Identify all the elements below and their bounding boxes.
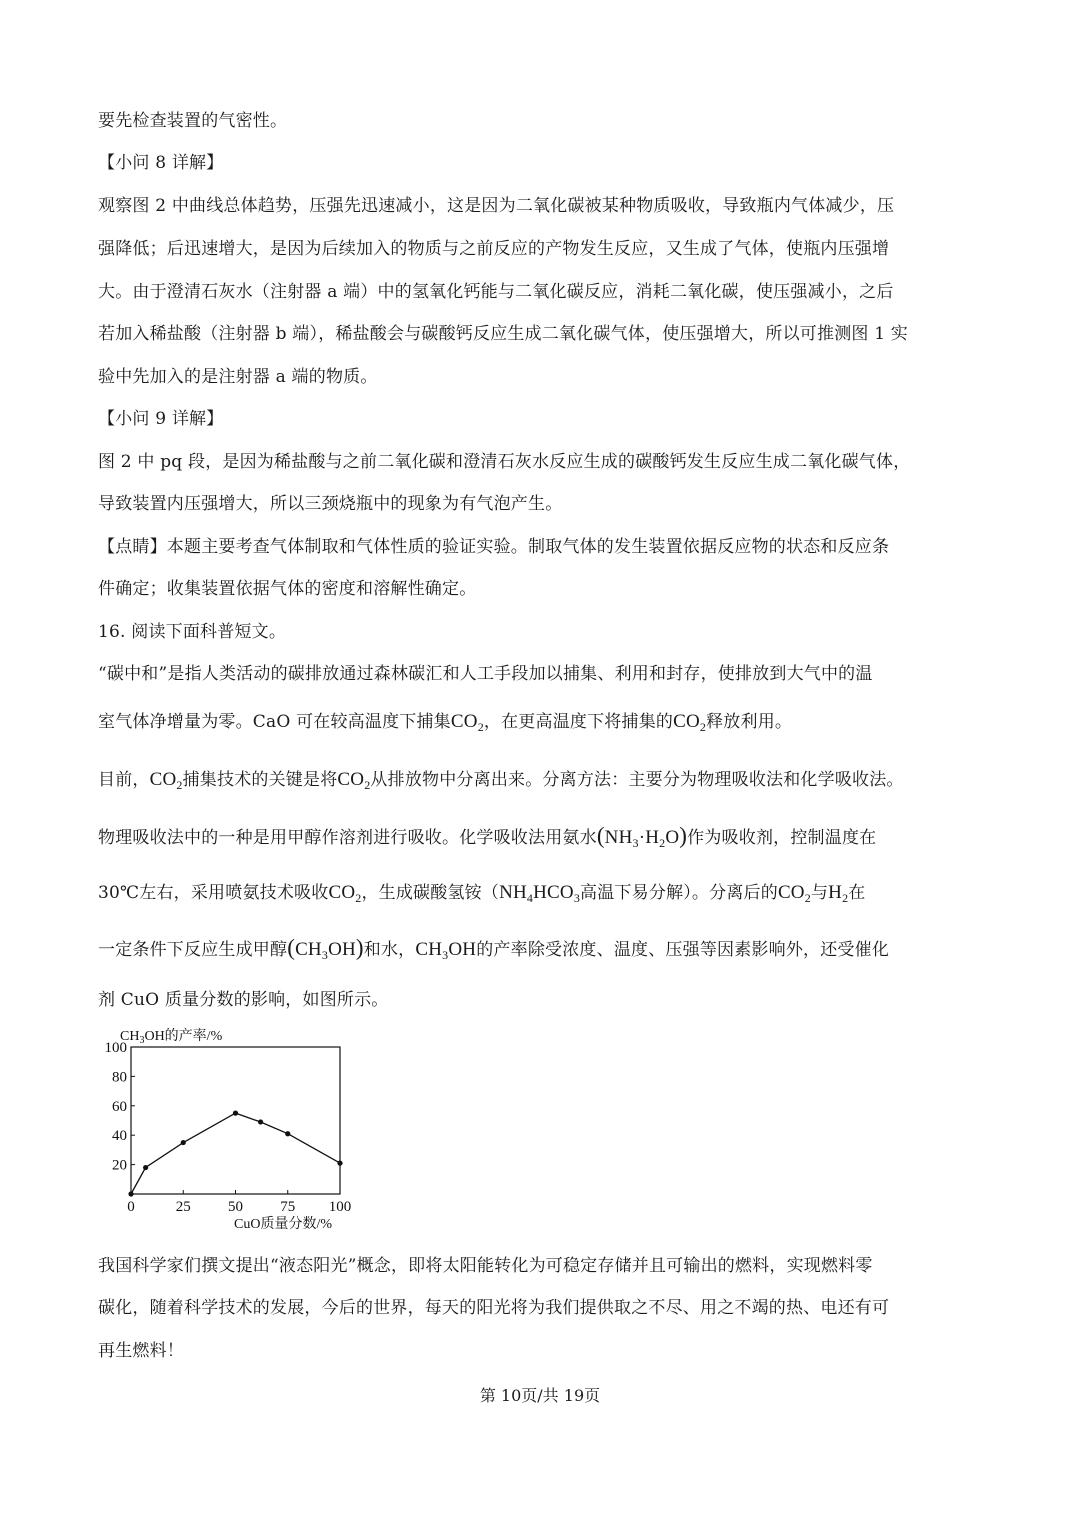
formula-methanol: $(CH_3OH)$: [287, 935, 364, 962]
text-line: 强降低；后迅速增大，是因为后续加入的物质与之前反应的产物发生反应，又生成了气体，使瓶内压强增: [98, 239, 890, 259]
x-tick-label: 25: [175, 1199, 191, 1215]
data-point: [233, 1111, 238, 1116]
plot-frame: [131, 1047, 340, 1194]
formula-methanol: $CH_3OH$: [415, 939, 477, 962]
text-line: 导致装置内压强增大，所以三颈烧瓶中的现象为有气泡产生。: [98, 494, 563, 514]
text-line: 图 2 中 pq 段，是因为稀盐酸与之前二氧化碳和澄清石灰水反应生成的碳酸钙发生反应生成二氧化碳气体，: [98, 452, 911, 472]
data-point: [143, 1165, 148, 1170]
section-heading: 【小问 8 详解】: [98, 153, 224, 173]
methanol-yield-chart: [96, 1020, 386, 1235]
text-span: ，在更高温度下将捕集的: [483, 712, 674, 732]
text-span: 捕集技术的关键是将: [182, 770, 338, 790]
y-tick-label: 20: [112, 1157, 127, 1174]
text-span: 在: [848, 883, 866, 903]
text-span: 作为吸收剂，控制温度在: [687, 828, 877, 848]
formula-co2: $CO_2$: [337, 769, 371, 792]
section-heading: 【小问 9 详解】: [98, 409, 224, 429]
text-span: 室气体净增量为零。CaO 可在较高温度下捕集: [98, 712, 451, 732]
text-line: 件确定；收集装置依据气体的密度和溶解性确定。: [98, 579, 477, 599]
text-line: 我国科学家们撰文提出“液态阳光”概念，即将太阳能转化为可稳定存储并且可输出的燃料，实现燃料零: [98, 1256, 873, 1276]
text-span: 高温下易分解）。分离后的: [580, 883, 778, 903]
text-line: [98, 936, 988, 962]
y-axis-label: $CH_3OH$的产率/%: [120, 1029, 223, 1046]
text-line: 要先检查装置的气密性。: [98, 111, 288, 131]
data-point: [285, 1131, 290, 1136]
y-tick-label: 100: [104, 1040, 127, 1056]
page-footer: 第 10页/共 19页: [479, 1386, 601, 1405]
x-tick-label: 50: [228, 1199, 243, 1215]
text-line: “碳中和”是指人类活动的碳排放通过森林碳汇和人工手段加以捕集、利用和封存，使排放到大气中的温: [98, 664, 873, 684]
text-span: ，生成碳酸氢铵（: [361, 883, 500, 903]
y-tick-label: 40: [112, 1128, 127, 1145]
x-tick-label: 75: [280, 1199, 296, 1215]
text-span: 释放利用。: [706, 712, 793, 732]
text-span: 物理吸收法中的一种是用甲醇作溶剂进行吸收。化学吸收法用氨水: [98, 828, 597, 848]
formula-h2: $H_2$: [828, 882, 849, 905]
text-line: [98, 824, 988, 850]
text-line: 验中先加入的是注射器 a 端的物质。: [98, 367, 378, 387]
text-line: 若加入稀盐酸（注射器 b 端），稀盐酸会与碳酸钙反应生成二氧化碳气体，使压强增大，所以可推测图 1 实: [98, 324, 909, 344]
data-point: [337, 1161, 342, 1166]
text-line: 再生燃料！: [98, 1341, 184, 1361]
series: [128, 1111, 342, 1197]
text-line: 【点睛】本题主要考查气体制取和气体性质的验证实验。制取气体的发生装置依据反应物的状态和反应条: [98, 537, 890, 557]
formula-nh4hco3: $NH_4HCO_3$: [499, 882, 581, 905]
data-point: [258, 1119, 263, 1124]
y-tick-label: 60: [112, 1098, 127, 1115]
formula-co2: $CO_2$: [450, 711, 484, 734]
y-tick-label: 80: [112, 1069, 127, 1086]
text-span: 一定条件下反应生成甲醇: [98, 940, 288, 960]
text-line: [98, 768, 988, 792]
data-point: [181, 1140, 186, 1145]
yield-line: [131, 1113, 340, 1194]
text-span: 从排放物中分离出来。分离方法：主要分为物理吸收法和化学吸收法。: [370, 770, 904, 790]
formula-ammonia-water: $(NH_3\cdot H_2O)$: [596, 823, 688, 850]
text-span: 的产率除受浓度、温度、压强等因素影响外，还受催化: [476, 940, 890, 960]
x-tick-label: 100: [328, 1199, 352, 1215]
formula-co2: $CO_2$: [673, 711, 707, 734]
text-span: 与: [810, 883, 829, 903]
x-axis-label: CuO质量分数/%: [234, 1217, 332, 1232]
formula-co2: $CO_2$: [328, 882, 362, 905]
x-tick-label: 0: [127, 1199, 135, 1215]
text-span: 30℃左右，采用喷氨技术吸收: [98, 883, 329, 903]
text-line: [98, 881, 988, 905]
formula-co2: $CO_2$: [777, 882, 811, 905]
text-span: 目前，: [98, 770, 150, 790]
formula-co2: $CO_2$: [149, 769, 183, 792]
text-span: 和水，: [363, 940, 416, 960]
text-line: 观察图 2 中曲线总体趋势，压强先迅速减小，这是因为二氧化碳被某种物质吸收，导致瓶内气体减少，压: [98, 196, 895, 216]
data-point: [128, 1191, 133, 1196]
text-line: [98, 710, 988, 734]
text-line: 碳化，随着科学技术的发展，今后的世界，每天的阳光将为我们提供取之不尽、用之不竭的热、电还有可: [98, 1298, 890, 1318]
text-line: 剂 CuO 质量分数的影响，如图所示。: [98, 990, 389, 1010]
text-line: 大。由于澄清石灰水（注射器 a 端）中的氢氧化钙能与二氧化碳反应，消耗二氧化碳，使压强减小，之后: [98, 282, 894, 302]
question-number: 16. 阅读下面科普短文。: [98, 622, 287, 642]
